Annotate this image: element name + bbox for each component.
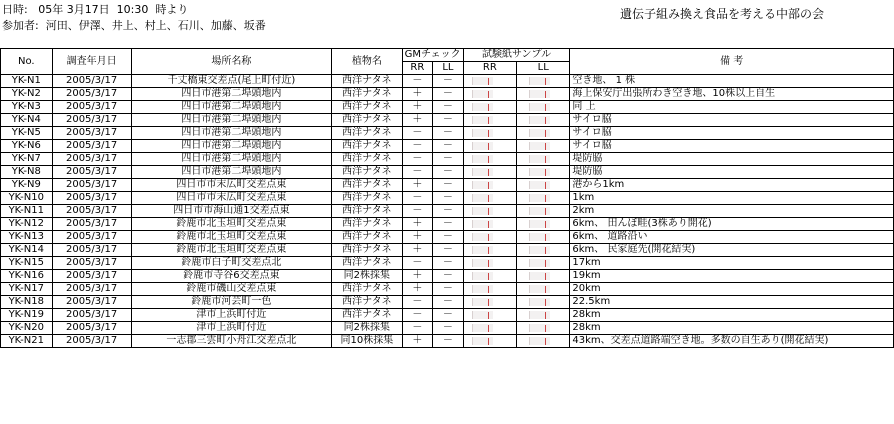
cell-sample-ll — [517, 192, 570, 205]
table-row — [1, 296, 894, 309]
test-strip-image — [466, 284, 514, 294]
cell-date: 2005/3/17 — [52, 88, 131, 101]
cell-place: 四日市港第二埠頭地内 — [131, 127, 331, 140]
cell-sample-rr — [463, 166, 516, 179]
cell-no: YK-N1 — [1, 75, 53, 88]
test-strip-image — [519, 102, 567, 112]
col-place-header: 場所名称 — [131, 49, 331, 75]
table-row — [1, 218, 894, 231]
cell-gm-ll: － — [433, 166, 464, 179]
cell-sample-ll — [517, 322, 570, 335]
col-gm-rr-header: RR — [402, 62, 433, 75]
survey-date: 日時: 05年 3月17日 10:30 時より — [2, 3, 189, 16]
cell-gm-ll: － — [433, 192, 464, 205]
cell-date: 2005/3/17 — [52, 166, 131, 179]
organization-name: 遺伝子組み換え食品を考える中部の会 — [620, 7, 825, 21]
cell-gm-ll: － — [433, 101, 464, 114]
cell-sample-rr — [463, 231, 516, 244]
cell-gm-ll: － — [433, 218, 464, 231]
cell-no: YK-N14 — [1, 244, 53, 257]
table-row — [1, 205, 894, 218]
cell-sample-rr — [463, 270, 516, 283]
cell-remarks: 19km — [570, 270, 894, 283]
cell-date: 2005/3/17 — [52, 192, 131, 205]
table-body — [1, 75, 894, 348]
cell-place: 四日市港第二埠頭地内 — [131, 153, 331, 166]
cell-no: YK-N20 — [1, 322, 53, 335]
cell-remarks: 6km、 田んぼ畦(3株あり開花) — [570, 218, 894, 231]
cell-gm-rr: ＋ — [402, 335, 433, 348]
test-strip-image — [519, 271, 567, 281]
cell-date: 2005/3/17 — [52, 127, 131, 140]
cell-remarks: 空き地、 1 株 — [570, 75, 894, 88]
cell-gm-ll: － — [433, 257, 464, 270]
cell-plant: 西洋ナタネ — [332, 192, 403, 205]
cell-remarks: サイロ脇 — [570, 140, 894, 153]
cell-sample-ll — [517, 127, 570, 140]
cell-gm-rr: － — [402, 166, 433, 179]
table-row — [1, 75, 894, 88]
cell-sample-ll — [517, 270, 570, 283]
cell-remarks: 港から1km — [570, 179, 894, 192]
cell-date: 2005/3/17 — [52, 231, 131, 244]
cell-gm-rr: － — [402, 296, 433, 309]
cell-sample-rr — [463, 322, 516, 335]
cell-sample-rr — [463, 192, 516, 205]
cell-date: 2005/3/17 — [52, 335, 131, 348]
col-gm-check-header: GMチェック — [402, 49, 463, 62]
test-strip-image — [466, 336, 514, 346]
table-row — [1, 231, 894, 244]
cell-date: 2005/3/17 — [52, 179, 131, 192]
table-row — [1, 192, 894, 205]
cell-place: 四日市市末広町交差点東 — [131, 179, 331, 192]
test-strip-image — [519, 89, 567, 99]
test-strip-image — [466, 76, 514, 86]
cell-gm-rr: － — [402, 309, 433, 322]
cell-plant: 西洋ナタネ — [332, 153, 403, 166]
cell-plant: 同2株採集 — [332, 270, 403, 283]
cell-date: 2005/3/17 — [52, 322, 131, 335]
cell-no: YK-N5 — [1, 127, 53, 140]
col-sample-header: 試験紙サンプル — [463, 49, 570, 62]
test-strip-image — [519, 154, 567, 164]
cell-sample-ll — [517, 218, 570, 231]
cell-sample-rr — [463, 75, 516, 88]
cell-no: YK-N17 — [1, 283, 53, 296]
table-row — [1, 88, 894, 101]
cell-remarks: 堤防脇 — [570, 153, 894, 166]
col-sample-rr-header: RR — [463, 62, 516, 75]
cell-sample-rr — [463, 296, 516, 309]
cell-no: YK-N11 — [1, 205, 53, 218]
cell-sample-rr — [463, 205, 516, 218]
cell-plant: 西洋ナタネ — [332, 88, 403, 101]
cell-sample-rr — [463, 283, 516, 296]
cell-sample-ll — [517, 179, 570, 192]
cell-gm-ll: － — [433, 309, 464, 322]
cell-date: 2005/3/17 — [52, 205, 131, 218]
test-strip-image — [519, 193, 567, 203]
table-row — [1, 270, 894, 283]
cell-sample-ll — [517, 244, 570, 257]
test-strip-image — [519, 245, 567, 255]
test-strip-image — [519, 167, 567, 177]
table-row — [1, 153, 894, 166]
cell-no: YK-N4 — [1, 114, 53, 127]
cell-plant: 同10株採集 — [332, 335, 403, 348]
cell-sample-ll — [517, 309, 570, 322]
cell-gm-ll: － — [433, 127, 464, 140]
cell-remarks: 22.5km — [570, 296, 894, 309]
test-strip-image — [466, 115, 514, 125]
table-row — [1, 114, 894, 127]
cell-sample-ll — [517, 140, 570, 153]
test-strip-image — [466, 297, 514, 307]
cell-place: 鈴鹿市寺谷6交差点東 — [131, 270, 331, 283]
cell-sample-rr — [463, 218, 516, 231]
cell-remarks: 43km、交差点道路端空き地。多数の自生あり(開花結実) — [570, 335, 894, 348]
cell-remarks: 17km — [570, 257, 894, 270]
cell-place: 四日市港第二埠頭地内 — [131, 88, 331, 101]
cell-plant: 西洋ナタネ — [332, 231, 403, 244]
test-strip-image — [466, 258, 514, 268]
cell-gm-rr: － — [402, 153, 433, 166]
cell-gm-ll: － — [433, 75, 464, 88]
cell-gm-ll: － — [433, 296, 464, 309]
table-row — [1, 179, 894, 192]
test-strip-image — [466, 89, 514, 99]
cell-sample-ll — [517, 88, 570, 101]
cell-remarks: 28km — [570, 309, 894, 322]
table-row — [1, 244, 894, 257]
cell-date: 2005/3/17 — [52, 153, 131, 166]
cell-no: YK-N10 — [1, 192, 53, 205]
cell-plant: 西洋ナタネ — [332, 101, 403, 114]
cell-no: YK-N19 — [1, 309, 53, 322]
cell-gm-ll: － — [433, 179, 464, 192]
cell-date: 2005/3/17 — [52, 296, 131, 309]
survey-table — [0, 48, 894, 348]
cell-plant: 西洋ナタネ — [332, 244, 403, 257]
test-strip-image — [519, 128, 567, 138]
table-row — [1, 127, 894, 140]
cell-remarks: 同 上 — [570, 101, 894, 114]
cell-sample-ll — [517, 166, 570, 179]
table-row — [1, 140, 894, 153]
cell-gm-ll: － — [433, 231, 464, 244]
cell-gm-rr: － — [402, 192, 433, 205]
cell-date: 2005/3/17 — [52, 218, 131, 231]
cell-gm-ll: － — [433, 322, 464, 335]
cell-no: YK-N12 — [1, 218, 53, 231]
test-strip-image — [519, 141, 567, 151]
table-row — [1, 309, 894, 322]
cell-no: YK-N21 — [1, 335, 53, 348]
cell-sample-rr — [463, 309, 516, 322]
cell-no: YK-N2 — [1, 88, 53, 101]
cell-date: 2005/3/17 — [52, 114, 131, 127]
test-strip-image — [466, 323, 514, 333]
table-header — [1, 49, 894, 75]
cell-gm-ll: － — [433, 153, 464, 166]
cell-sample-rr — [463, 140, 516, 153]
cell-gm-ll: － — [433, 335, 464, 348]
cell-gm-rr: － — [402, 75, 433, 88]
test-strip-image — [519, 219, 567, 229]
cell-remarks: サイロ脇 — [570, 114, 894, 127]
cell-plant: 西洋ナタネ — [332, 75, 403, 88]
table-row — [1, 322, 894, 335]
cell-sample-ll — [517, 153, 570, 166]
cell-plant: 西洋ナタネ — [332, 257, 403, 270]
test-strip-image — [466, 310, 514, 320]
test-strip-image — [519, 232, 567, 242]
cell-place: 鈴鹿市磯山交差点東 — [131, 283, 331, 296]
cell-gm-ll: － — [433, 140, 464, 153]
cell-gm-ll: － — [433, 205, 464, 218]
cell-gm-rr: － — [402, 127, 433, 140]
cell-sample-ll — [517, 101, 570, 114]
table-row — [1, 335, 894, 348]
cell-place: 四日市市海山通1交差点東 — [131, 205, 331, 218]
cell-gm-rr: － — [402, 322, 433, 335]
cell-no: YK-N8 — [1, 166, 53, 179]
test-strip-image — [466, 141, 514, 151]
test-strip-image — [519, 206, 567, 216]
cell-sample-ll — [517, 257, 570, 270]
cell-sample-rr — [463, 127, 516, 140]
cell-place: 四日市港第二埠頭地内 — [131, 114, 331, 127]
test-strip-image — [466, 180, 514, 190]
cell-gm-rr: － — [402, 205, 433, 218]
cell-plant: 西洋ナタネ — [332, 296, 403, 309]
cell-place: 鈴鹿市河芸町一色 — [131, 296, 331, 309]
cell-sample-ll — [517, 335, 570, 348]
col-gm-ll-header: LL — [433, 62, 464, 75]
cell-sample-rr — [463, 257, 516, 270]
cell-plant: 西洋ナタネ — [332, 309, 403, 322]
cell-gm-ll: － — [433, 270, 464, 283]
cell-place: 四日市港第二埠頭地内 — [131, 166, 331, 179]
cell-plant: 西洋ナタネ — [332, 127, 403, 140]
cell-place: 千丈橋東交差点(尾上町付近) — [131, 75, 331, 88]
cell-gm-rr: ＋ — [402, 88, 433, 101]
cell-gm-rr: － — [402, 257, 433, 270]
test-strip-image — [466, 128, 514, 138]
participants: 参加者: 河田、伊澤、井上、村上、石川、加藤、坂番 — [2, 19, 266, 32]
test-strip-image — [466, 154, 514, 164]
cell-no: YK-N18 — [1, 296, 53, 309]
cell-sample-rr — [463, 114, 516, 127]
cell-place: 四日市市末広町交差点東 — [131, 192, 331, 205]
cell-place: 津市上浜町付近 — [131, 322, 331, 335]
cell-place: 四日市港第二埠頭地内 — [131, 140, 331, 153]
cell-no: YK-N15 — [1, 257, 53, 270]
test-strip-image — [519, 284, 567, 294]
test-strip-image — [519, 310, 567, 320]
test-strip-image — [466, 206, 514, 216]
cell-remarks: 28km — [570, 322, 894, 335]
cell-sample-rr — [463, 179, 516, 192]
col-remarks-header: 備 考 — [570, 49, 894, 75]
cell-plant: 西洋ナタネ — [332, 114, 403, 127]
cell-place: 一志郡三雲町小舟江交差点北 — [131, 335, 331, 348]
test-strip-image — [519, 297, 567, 307]
cell-place: 鈴鹿市北玉垣町交差点東 — [131, 244, 331, 257]
cell-plant: 西洋ナタネ — [332, 179, 403, 192]
cell-remarks: 1km — [570, 192, 894, 205]
cell-no: YK-N3 — [1, 101, 53, 114]
cell-sample-ll — [517, 296, 570, 309]
test-strip-image — [466, 219, 514, 229]
cell-sample-rr — [463, 335, 516, 348]
cell-place: 鈴鹿市白子町交差点北 — [131, 257, 331, 270]
cell-no: YK-N7 — [1, 153, 53, 166]
cell-place: 津市上浜町付近 — [131, 309, 331, 322]
cell-place: 四日市港第二埠頭地内 — [131, 101, 331, 114]
cell-date: 2005/3/17 — [52, 75, 131, 88]
test-strip-image — [466, 102, 514, 112]
cell-plant: 西洋ナタネ — [332, 205, 403, 218]
cell-remarks: 6km、 民家庭先(開花結実) — [570, 244, 894, 257]
cell-date: 2005/3/17 — [52, 257, 131, 270]
cell-remarks: 6km、 道路沿い — [570, 231, 894, 244]
cell-gm-rr: ＋ — [402, 114, 433, 127]
cell-no: YK-N6 — [1, 140, 53, 153]
test-strip-image — [466, 167, 514, 177]
test-strip-image — [519, 258, 567, 268]
cell-no: YK-N9 — [1, 179, 53, 192]
cell-plant: 西洋ナタネ — [332, 283, 403, 296]
col-plant-header: 植物名 — [332, 49, 403, 75]
cell-date: 2005/3/17 — [52, 270, 131, 283]
cell-date: 2005/3/17 — [52, 283, 131, 296]
cell-remarks: サイロ脇 — [570, 127, 894, 140]
cell-plant: 西洋ナタネ — [332, 140, 403, 153]
test-strip-image — [466, 193, 514, 203]
cell-gm-ll: － — [433, 88, 464, 101]
cell-sample-rr — [463, 153, 516, 166]
table-row — [1, 257, 894, 270]
test-strip-image — [466, 232, 514, 242]
cell-date: 2005/3/17 — [52, 101, 131, 114]
cell-no: YK-N13 — [1, 231, 53, 244]
cell-gm-rr: ＋ — [402, 218, 433, 231]
test-strip-image — [466, 271, 514, 281]
cell-sample-ll — [517, 231, 570, 244]
cell-no: YK-N16 — [1, 270, 53, 283]
cell-gm-rr: ＋ — [402, 101, 433, 114]
test-strip-image — [519, 115, 567, 125]
cell-gm-ll: － — [433, 114, 464, 127]
cell-gm-rr: ＋ — [402, 283, 433, 296]
test-strip-image — [519, 76, 567, 86]
cell-remarks: 20km — [570, 283, 894, 296]
cell-plant: 同2株採集 — [332, 322, 403, 335]
cell-place: 鈴鹿市北玉垣町交差点東 — [131, 218, 331, 231]
cell-gm-rr: － — [402, 140, 433, 153]
test-strip-image — [466, 245, 514, 255]
cell-sample-rr — [463, 101, 516, 114]
cell-sample-ll — [517, 205, 570, 218]
cell-date: 2005/3/17 — [52, 140, 131, 153]
cell-plant: 西洋ナタネ — [332, 218, 403, 231]
test-strip-image — [519, 180, 567, 190]
cell-gm-ll: － — [433, 244, 464, 257]
cell-gm-rr: ＋ — [402, 179, 433, 192]
cell-place: 鈴鹿市北玉垣町交差点東 — [131, 231, 331, 244]
table-row — [1, 101, 894, 114]
cell-sample-rr — [463, 244, 516, 257]
test-strip-image — [519, 323, 567, 333]
cell-gm-rr: ＋ — [402, 231, 433, 244]
cell-sample-ll — [517, 283, 570, 296]
cell-sample-ll — [517, 114, 570, 127]
col-no-header: No. — [1, 49, 53, 75]
test-strip-image — [519, 336, 567, 346]
cell-sample-ll — [517, 75, 570, 88]
cell-plant: 西洋ナタネ — [332, 166, 403, 179]
cell-remarks: 海上保安庁出張所わき空き地、10株以上自生 — [570, 88, 894, 101]
table-row — [1, 166, 894, 179]
cell-date: 2005/3/17 — [52, 309, 131, 322]
col-date-header: 調査年月日 — [52, 49, 131, 75]
cell-remarks: 堤防脇 — [570, 166, 894, 179]
table-row — [1, 283, 894, 296]
cell-remarks: 2km — [570, 205, 894, 218]
cell-gm-rr: ＋ — [402, 270, 433, 283]
cell-gm-ll: － — [433, 283, 464, 296]
cell-gm-rr: ＋ — [402, 244, 433, 257]
cell-date: 2005/3/17 — [52, 244, 131, 257]
col-sample-ll-header: LL — [517, 62, 570, 75]
cell-sample-rr — [463, 88, 516, 101]
